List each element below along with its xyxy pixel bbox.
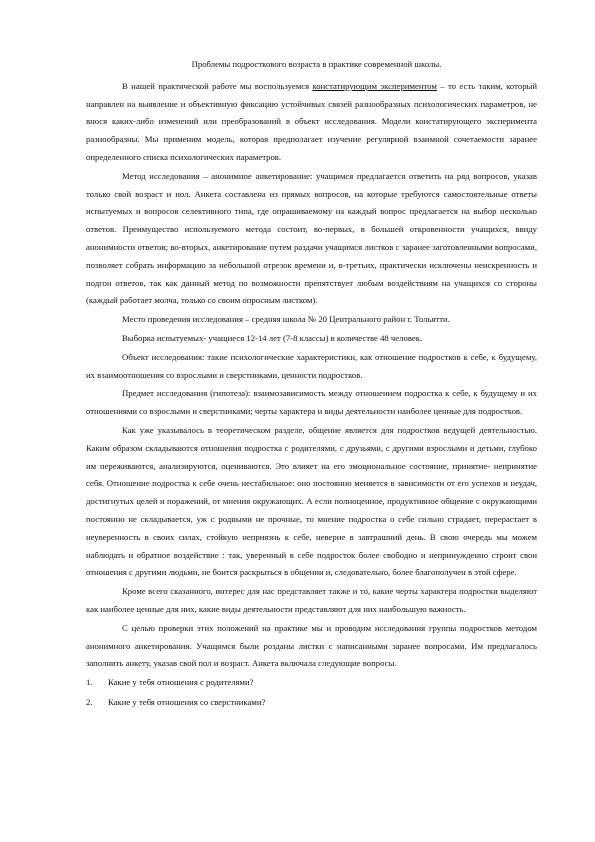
underlined-term: констатирующим экспериментом xyxy=(312,80,437,91)
paragraph-experiment-start: В нашей практической работе мы воспользуемся xyxy=(122,80,313,91)
paragraph-subject: Предмет исследования (гипотеза): взаимозависимость между отношением подростка к себе, к будущему и их отношениями со взрослыми и сверстниками; черты характера и виды деятельности наиболее ценные для подростков. xyxy=(86,388,537,417)
list-item xyxy=(86,694,537,712)
paragraph-purpose: С целью проверки этих положений на практике мы и проводим исследования группы подростков методом анонимного анкетирования. Учащимся были розданы листки с написанными заранее вопросами. Им предлагалось заполнить анкету, указав свой пол и возраст. Анкета включала следующие вопросы. xyxy=(86,622,537,669)
question-text: Какие у тебя отношения со сверстниками? xyxy=(108,696,266,707)
paragraph-interest: Кроме всего сказанного, интерес для нас представляет также и то, какие черты характера подростки выделяют как наиболее ценные для них, какие виды деятельности представляют для них наибольшую важность. xyxy=(86,586,537,614)
document-title: Проблемы подросткового возраста в практике современной школы. xyxy=(191,59,442,69)
paragraph-method: Метод исследования – анонимное анкетирование: учащимся предлагается ответить на ряд вопросов, указав только свой возраст и пол. Анкета составлена из прямых вопросов, на которые требуются самостоятельные ответы испытуемых и вопросов селективного типа, где опрашиваемому на каждый вопрос предлагается на выбор несколько ответов. Преимущество используемого метода состоит, во-первых, в большей откровенности учащихся, ввиду анонимности ответов; во-вторых, анкетирование путем раздачи учащимся листков с заранее заготовленными вопросами, позволяет собрать информацию за небольшой отрезок времени и, в-третьих, практически исключены неискренность и подгон ответов, так как данный метод по возможности препятствует любым воздействиям на учащихся со стороны (каждый работает молча, только со своим опросным листком). xyxy=(86,170,537,306)
paragraph-experiment xyxy=(86,78,537,167)
paragraph-communication: Как уже указывалось в теоретическом разделе, общение является для подростков ведущей деятельностью. Каким образом складываются отношения подростка с родителями, с друзьями, с другими взрослыми и детьми, глубоко им переживаются, анализируются, оцениваются. Это влияет на его эмоциональное состояние, принятие- непринятие себя. Отношение подростка к себе очень нестабильное: оно постоянно меняется в зависимости от его успехов и неудач, достигнутых целей и поражений, от мнения окружающих. А если полноценное, продуктивное общение с окружающими постоянно не складывается, уж с родными не прочные, то мнение подростка о себе сильно страдает, перерастает в неуверенность в своих силах, стойкую неприязнь к себе, неверие в завтрашний день. В свою очередь мы можем наблюдать и обратное воздействие : так, уверенный в себе подросток более свободно и непринужденно строит свои отношения с другими людьми, не боится раскрыться в общении и, следовательно, более благополучен в этой сфере. xyxy=(86,424,537,578)
paragraph-object: Объект исследования: такие психологические характеристики, как отношение подростков к себе, к будущему, их взаимоотношения со взрослыми и сверстниками, ценности подростков. xyxy=(86,351,537,380)
question-text: Какие у тебя отношения с родителями? xyxy=(108,677,254,688)
list-item xyxy=(86,674,537,692)
paragraph-location: Место проведения исследования – средняя школа № 20 Центрального район г. Тольятти. xyxy=(122,314,450,325)
question-number: 1. xyxy=(86,677,93,688)
paragraph-experiment-rest: – то есть таким, который направлен на выявление и объективную фиксацию устойчивых связей разнообразных психологических параметров, не внося каких-либо изменений или преобразований в объект исследования. Модели констатирующего эксперимента разнообразны. Мы применим модель, которая предполагает изучение регулярной взаимной сочетаемости заранее определенного списка психологических параметров. xyxy=(86,80,538,162)
question-number: 2. xyxy=(86,696,93,707)
question-list xyxy=(86,674,537,712)
paragraph-sample: Выборка испытуемых- учащиеся 12-14 лет (7-8 классы) в количестве 48 человек. xyxy=(122,332,423,343)
